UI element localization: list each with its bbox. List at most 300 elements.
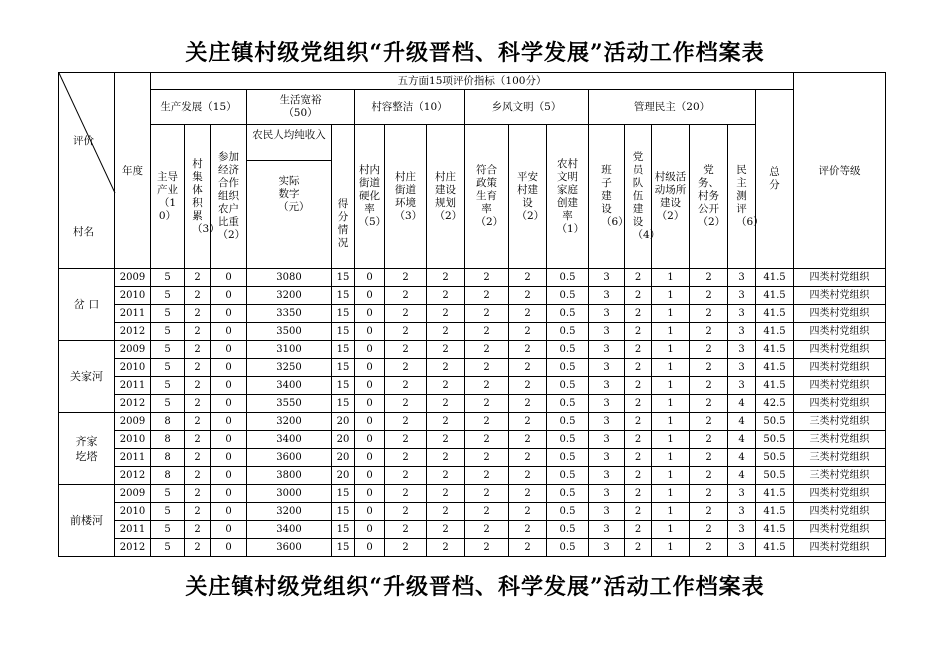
value-cell: 1	[652, 449, 690, 467]
value-cell: 0	[355, 503, 385, 521]
value-cell: 0	[211, 413, 247, 431]
value-cell: 41.5	[756, 341, 794, 359]
value-cell: 0.5	[547, 287, 589, 305]
value-cell: 1	[652, 377, 690, 395]
value-cell: 8	[151, 467, 185, 485]
value-cell: 0	[211, 305, 247, 323]
col-safety-label: 平安村建设（2）	[516, 170, 545, 222]
value-cell: 2	[509, 287, 547, 305]
value-cell: 0	[355, 467, 385, 485]
value-cell: 1	[652, 413, 690, 431]
value-cell: 2	[625, 503, 652, 521]
value-cell: 2	[465, 521, 509, 539]
value-cell: 50.5	[756, 449, 794, 467]
value-cell: 0	[211, 539, 247, 557]
value-cell: 2	[385, 449, 427, 467]
village-name	[59, 341, 115, 413]
value-cell: 2	[427, 431, 465, 449]
value-cell: 3	[589, 431, 625, 449]
value-cell: 41.5	[756, 521, 794, 539]
value-cell: 2	[427, 377, 465, 395]
value-cell: 2	[690, 323, 728, 341]
value-cell: 41.5	[756, 485, 794, 503]
col-members-label: 党员队伍建设（4）	[632, 151, 661, 241]
value-cell: 0	[355, 449, 385, 467]
value-cell: 3	[728, 359, 756, 377]
value-cell: 0	[355, 341, 385, 359]
total-header	[756, 90, 794, 269]
value-cell: 1	[652, 485, 690, 503]
value-cell: 3	[728, 341, 756, 359]
value-cell: 2	[625, 467, 652, 485]
col-transparency	[690, 125, 728, 269]
col-income-score-label: 得分情况	[337, 198, 349, 249]
value-cell: 0	[355, 521, 385, 539]
grade-cell: 四类村党组织	[794, 359, 886, 377]
value-cell: 2	[690, 485, 728, 503]
grade-cell: 四类村党组织	[794, 521, 886, 539]
value-cell: 0	[211, 395, 247, 413]
value-cell: 2	[690, 305, 728, 323]
value-cell: 2	[625, 377, 652, 395]
value-cell: 2	[625, 449, 652, 467]
value-cell: 15	[332, 485, 355, 503]
year-cell: 2011	[115, 521, 151, 539]
year-cell: 2011	[115, 305, 151, 323]
grade-cell: 四类村党组织	[794, 377, 886, 395]
value-cell: 2	[385, 359, 427, 377]
col-members	[625, 125, 661, 269]
village-name	[59, 413, 115, 485]
value-cell: 2	[185, 521, 211, 539]
value-cell: 50.5	[756, 467, 794, 485]
archive-table	[58, 72, 886, 557]
value-cell: 2	[465, 449, 509, 467]
table-row	[59, 287, 886, 305]
col-coop-label: 参加经济合作组织农户比重（2）	[217, 151, 246, 241]
col-income	[247, 125, 332, 269]
value-cell: 2	[625, 269, 652, 287]
value-cell: 2	[385, 431, 427, 449]
value-cell: 0.5	[547, 413, 589, 431]
value-cell: 0	[211, 467, 247, 485]
value-cell: 2	[465, 431, 509, 449]
value-cell: 15	[332, 287, 355, 305]
col-income-actual-label: 实际数字（元）	[277, 175, 310, 213]
value-cell: 0	[355, 359, 385, 377]
value-cell: 2	[427, 503, 465, 521]
value-cell: 2	[427, 521, 465, 539]
value-cell: 2	[509, 323, 547, 341]
value-cell: 2	[427, 305, 465, 323]
year-cell: 2009	[115, 341, 151, 359]
value-cell: 3080	[247, 269, 332, 287]
value-cell: 1	[652, 395, 690, 413]
value-cell: 1	[652, 431, 690, 449]
value-cell: 4	[728, 413, 756, 431]
value-cell: 3250	[247, 359, 332, 377]
value-cell: 8	[151, 431, 185, 449]
value-cell: 5	[151, 503, 185, 521]
value-cell: 2	[465, 539, 509, 557]
value-cell: 2	[465, 503, 509, 521]
indicators-header: 五方面15项评价指标（100分）	[151, 73, 794, 90]
value-cell: 15	[332, 323, 355, 341]
value-cell: 1	[652, 521, 690, 539]
value-cell: 3	[728, 323, 756, 341]
value-cell: 0.5	[547, 485, 589, 503]
value-cell: 2	[690, 287, 728, 305]
value-cell: 41.5	[756, 539, 794, 557]
value-cell: 2	[185, 287, 211, 305]
value-cell: 1	[652, 503, 690, 521]
value-cell: 2	[625, 485, 652, 503]
year-cell: 2011	[115, 449, 151, 467]
value-cell: 2	[427, 341, 465, 359]
col-planning-label: 村庄建设规划（2）	[434, 170, 463, 222]
col-main-industry	[151, 125, 185, 269]
value-cell: 2	[385, 413, 427, 431]
value-cell: 2	[465, 359, 509, 377]
value-cell: 3	[589, 287, 625, 305]
value-cell: 2	[385, 287, 427, 305]
value-cell: 3800	[247, 467, 332, 485]
value-cell: 2	[690, 503, 728, 521]
year-cell: 2009	[115, 413, 151, 431]
year-cell: 2012	[115, 539, 151, 557]
value-cell: 2	[625, 521, 652, 539]
value-cell: 3	[589, 341, 625, 359]
value-cell: 3350	[247, 305, 332, 323]
value-cell: 0.5	[547, 269, 589, 287]
col-birth-label: 符合政策生育率（2）	[475, 164, 504, 228]
value-cell: 2	[509, 503, 547, 521]
group-production: 生产发展（15）	[151, 90, 247, 125]
value-cell: 2	[427, 485, 465, 503]
village-name	[59, 485, 115, 557]
value-cell: 1	[652, 323, 690, 341]
value-cell: 2	[185, 377, 211, 395]
grade-cell: 四类村党组织	[794, 269, 886, 287]
village-name-label: 前楼河	[70, 514, 103, 527]
grade-cell: 三类村党组织	[794, 467, 886, 485]
value-cell: 2	[427, 269, 465, 287]
value-cell: 3	[589, 503, 625, 521]
table-row	[59, 503, 886, 521]
value-cell: 3400	[247, 377, 332, 395]
value-cell: 0	[211, 359, 247, 377]
grade-cell: 四类村党组织	[794, 503, 886, 521]
col-birth	[465, 125, 509, 269]
year-cell: 2011	[115, 377, 151, 395]
value-cell: 0	[355, 395, 385, 413]
value-cell: 2	[385, 395, 427, 413]
village-name-label: 齐家圪塔	[75, 434, 98, 463]
value-cell: 2	[509, 485, 547, 503]
value-cell: 2	[185, 485, 211, 503]
value-cell: 2	[625, 305, 652, 323]
value-cell: 3	[589, 269, 625, 287]
value-cell: 2	[509, 467, 547, 485]
value-cell: 2	[185, 395, 211, 413]
value-cell: 4	[728, 449, 756, 467]
value-cell: 3	[589, 539, 625, 557]
value-cell: 2	[509, 359, 547, 377]
value-cell: 41.5	[756, 503, 794, 521]
value-cell: 0.5	[547, 341, 589, 359]
value-cell: 1	[652, 269, 690, 287]
value-cell: 5	[151, 323, 185, 341]
value-cell: 2	[465, 269, 509, 287]
value-cell: 2	[509, 431, 547, 449]
grade-cell: 四类村党组织	[794, 323, 886, 341]
value-cell: 0.5	[547, 395, 589, 413]
value-cell: 0.5	[547, 431, 589, 449]
value-cell: 4	[728, 395, 756, 413]
value-cell: 2	[625, 359, 652, 377]
group-living	[247, 90, 355, 125]
value-cell: 0	[211, 503, 247, 521]
year-cell: 2012	[115, 467, 151, 485]
value-cell: 3550	[247, 395, 332, 413]
value-cell: 3400	[247, 521, 332, 539]
value-cell: 2	[185, 449, 211, 467]
value-cell: 3	[728, 485, 756, 503]
value-cell: 3600	[247, 539, 332, 557]
value-cell: 5	[151, 269, 185, 287]
value-cell: 2	[185, 539, 211, 557]
table-header	[59, 73, 886, 269]
value-cell: 2	[690, 341, 728, 359]
village-name-label: 岔 口	[73, 298, 100, 311]
value-cell: 15	[332, 503, 355, 521]
col-leadership	[589, 125, 629, 269]
value-cell: 2	[427, 287, 465, 305]
value-cell: 0.5	[547, 323, 589, 341]
value-cell: 3	[728, 305, 756, 323]
value-cell: 3	[589, 323, 625, 341]
value-cell: 2	[465, 485, 509, 503]
value-cell: 3	[728, 287, 756, 305]
year-cell: 2010	[115, 431, 151, 449]
value-cell: 20	[332, 413, 355, 431]
value-cell: 2	[465, 287, 509, 305]
year-cell: 2012	[115, 323, 151, 341]
value-cell: 0.5	[547, 503, 589, 521]
value-cell: 15	[332, 269, 355, 287]
value-cell: 2	[690, 521, 728, 539]
group-village-clean: 村容整洁（10）	[355, 90, 465, 125]
value-cell: 41.5	[756, 377, 794, 395]
value-cell: 3	[589, 467, 625, 485]
value-cell: 0	[211, 449, 247, 467]
value-cell: 3100	[247, 341, 332, 359]
value-cell: 41.5	[756, 269, 794, 287]
value-cell: 3000	[247, 485, 332, 503]
value-cell: 0	[211, 287, 247, 305]
value-cell: 2	[185, 359, 211, 377]
table-row	[59, 323, 886, 341]
value-cell: 1	[652, 341, 690, 359]
value-cell: 1	[652, 287, 690, 305]
value-cell: 3	[589, 413, 625, 431]
group-civility: 乡风文明（5）	[465, 90, 589, 125]
value-cell: 4	[728, 431, 756, 449]
value-cell: 2	[385, 539, 427, 557]
col-leadership-label: 班子建设（6）	[600, 164, 629, 228]
grade-cell: 四类村党组织	[794, 287, 886, 305]
value-cell: 2	[385, 341, 427, 359]
value-cell: 2	[185, 323, 211, 341]
value-cell: 2	[509, 341, 547, 359]
page-title-repeat: 关庄镇村级党组织“升级晋档、科学发展”活动工作档案表	[185, 574, 765, 600]
value-cell: 3400	[247, 431, 332, 449]
value-cell: 2	[509, 395, 547, 413]
group-democracy: 管理民主（20）	[589, 90, 756, 125]
value-cell: 2	[427, 395, 465, 413]
value-cell: 0.5	[547, 539, 589, 557]
value-cell: 0.5	[547, 521, 589, 539]
value-cell: 2	[185, 269, 211, 287]
value-cell: 15	[332, 395, 355, 413]
value-cell: 1	[652, 539, 690, 557]
value-cell: 15	[332, 377, 355, 395]
value-cell: 3	[589, 449, 625, 467]
value-cell: 15	[332, 359, 355, 377]
value-cell: 0	[355, 413, 385, 431]
value-cell: 0.5	[547, 377, 589, 395]
col-transparency-label: 党务、村务公开（2）	[697, 164, 726, 228]
value-cell: 5	[151, 395, 185, 413]
table-body	[59, 269, 886, 557]
value-cell: 0.5	[547, 449, 589, 467]
value-cell: 41.5	[756, 287, 794, 305]
corner-cell	[59, 73, 115, 269]
year-cell: 2009	[115, 269, 151, 287]
value-cell: 2	[465, 341, 509, 359]
value-cell: 0	[211, 521, 247, 539]
value-cell: 5	[151, 305, 185, 323]
value-cell: 3	[589, 485, 625, 503]
village-name	[59, 269, 115, 341]
value-cell: 3500	[247, 323, 332, 341]
value-cell: 3	[728, 269, 756, 287]
value-cell: 8	[151, 413, 185, 431]
value-cell: 2	[625, 413, 652, 431]
value-cell: 2	[625, 431, 652, 449]
value-cell: 50.5	[756, 431, 794, 449]
col-main-industry-label: 主导产业（10）	[156, 170, 178, 222]
grade-cell: 四类村党组织	[794, 305, 886, 323]
value-cell: 2	[427, 539, 465, 557]
col-street-env	[385, 125, 427, 269]
value-cell: 1	[652, 359, 690, 377]
value-cell: 2	[625, 539, 652, 557]
value-cell: 2	[690, 467, 728, 485]
grade-cell: 四类村党组织	[794, 395, 886, 413]
table-row	[59, 269, 886, 287]
table-row	[59, 485, 886, 503]
value-cell: 0	[355, 377, 385, 395]
page-title: 关庄镇村级党组织“升级晋档、科学发展”活动工作档案表	[185, 40, 765, 66]
value-cell: 0	[355, 287, 385, 305]
value-cell: 2	[690, 359, 728, 377]
value-cell: 3	[728, 521, 756, 539]
value-cell: 2	[185, 503, 211, 521]
value-cell: 2	[690, 539, 728, 557]
value-cell: 2	[385, 503, 427, 521]
year-cell: 2012	[115, 395, 151, 413]
grade-header: 评价等级	[794, 73, 886, 269]
value-cell: 2	[385, 467, 427, 485]
table-row	[59, 377, 886, 395]
value-cell: 0.5	[547, 359, 589, 377]
value-cell: 2	[509, 269, 547, 287]
value-cell: 2	[185, 467, 211, 485]
value-cell: 2	[509, 521, 547, 539]
value-cell: 2	[625, 341, 652, 359]
col-coop	[211, 125, 247, 269]
value-cell: 41.5	[756, 359, 794, 377]
value-cell: 2	[690, 413, 728, 431]
value-cell: 42.5	[756, 395, 794, 413]
value-cell: 0.5	[547, 305, 589, 323]
value-cell: 2	[509, 377, 547, 395]
year-cell: 2010	[115, 287, 151, 305]
value-cell: 2	[427, 413, 465, 431]
col-collective-label: 村集体积累（3）	[191, 157, 220, 235]
value-cell: 0	[355, 431, 385, 449]
value-cell: 0.5	[547, 467, 589, 485]
col-planning	[427, 125, 465, 269]
value-cell: 20	[332, 467, 355, 485]
value-cell: 3	[589, 377, 625, 395]
value-cell: 2	[509, 305, 547, 323]
diagonal-line	[59, 73, 115, 269]
col-collective	[185, 125, 220, 269]
corner-label-top: 评价	[73, 135, 94, 147]
value-cell: 2	[385, 377, 427, 395]
value-cell: 0	[355, 485, 385, 503]
value-cell: 0	[211, 485, 247, 503]
value-cell: 1	[652, 467, 690, 485]
value-cell: 2	[185, 431, 211, 449]
value-cell: 2	[385, 521, 427, 539]
col-family-label: 农村文明家庭创建率（1）	[556, 157, 585, 235]
value-cell: 3	[589, 305, 625, 323]
value-cell: 2	[509, 413, 547, 431]
value-cell: 15	[332, 341, 355, 359]
value-cell: 2	[385, 485, 427, 503]
table-row	[59, 395, 886, 413]
year-header: 年度	[115, 73, 151, 269]
value-cell: 0	[211, 323, 247, 341]
value-cell: 2	[427, 359, 465, 377]
value-cell: 2	[385, 323, 427, 341]
value-cell: 2	[185, 341, 211, 359]
value-cell: 2	[625, 287, 652, 305]
grade-cell: 四类村党组织	[794, 539, 886, 557]
value-cell: 5	[151, 521, 185, 539]
value-cell: 0	[211, 377, 247, 395]
col-income-score	[332, 125, 355, 269]
value-cell: 2	[690, 449, 728, 467]
value-cell: 3200	[247, 287, 332, 305]
value-cell: 20	[332, 431, 355, 449]
col-safety	[509, 125, 547, 269]
value-cell: 15	[332, 521, 355, 539]
value-cell: 8	[151, 449, 185, 467]
